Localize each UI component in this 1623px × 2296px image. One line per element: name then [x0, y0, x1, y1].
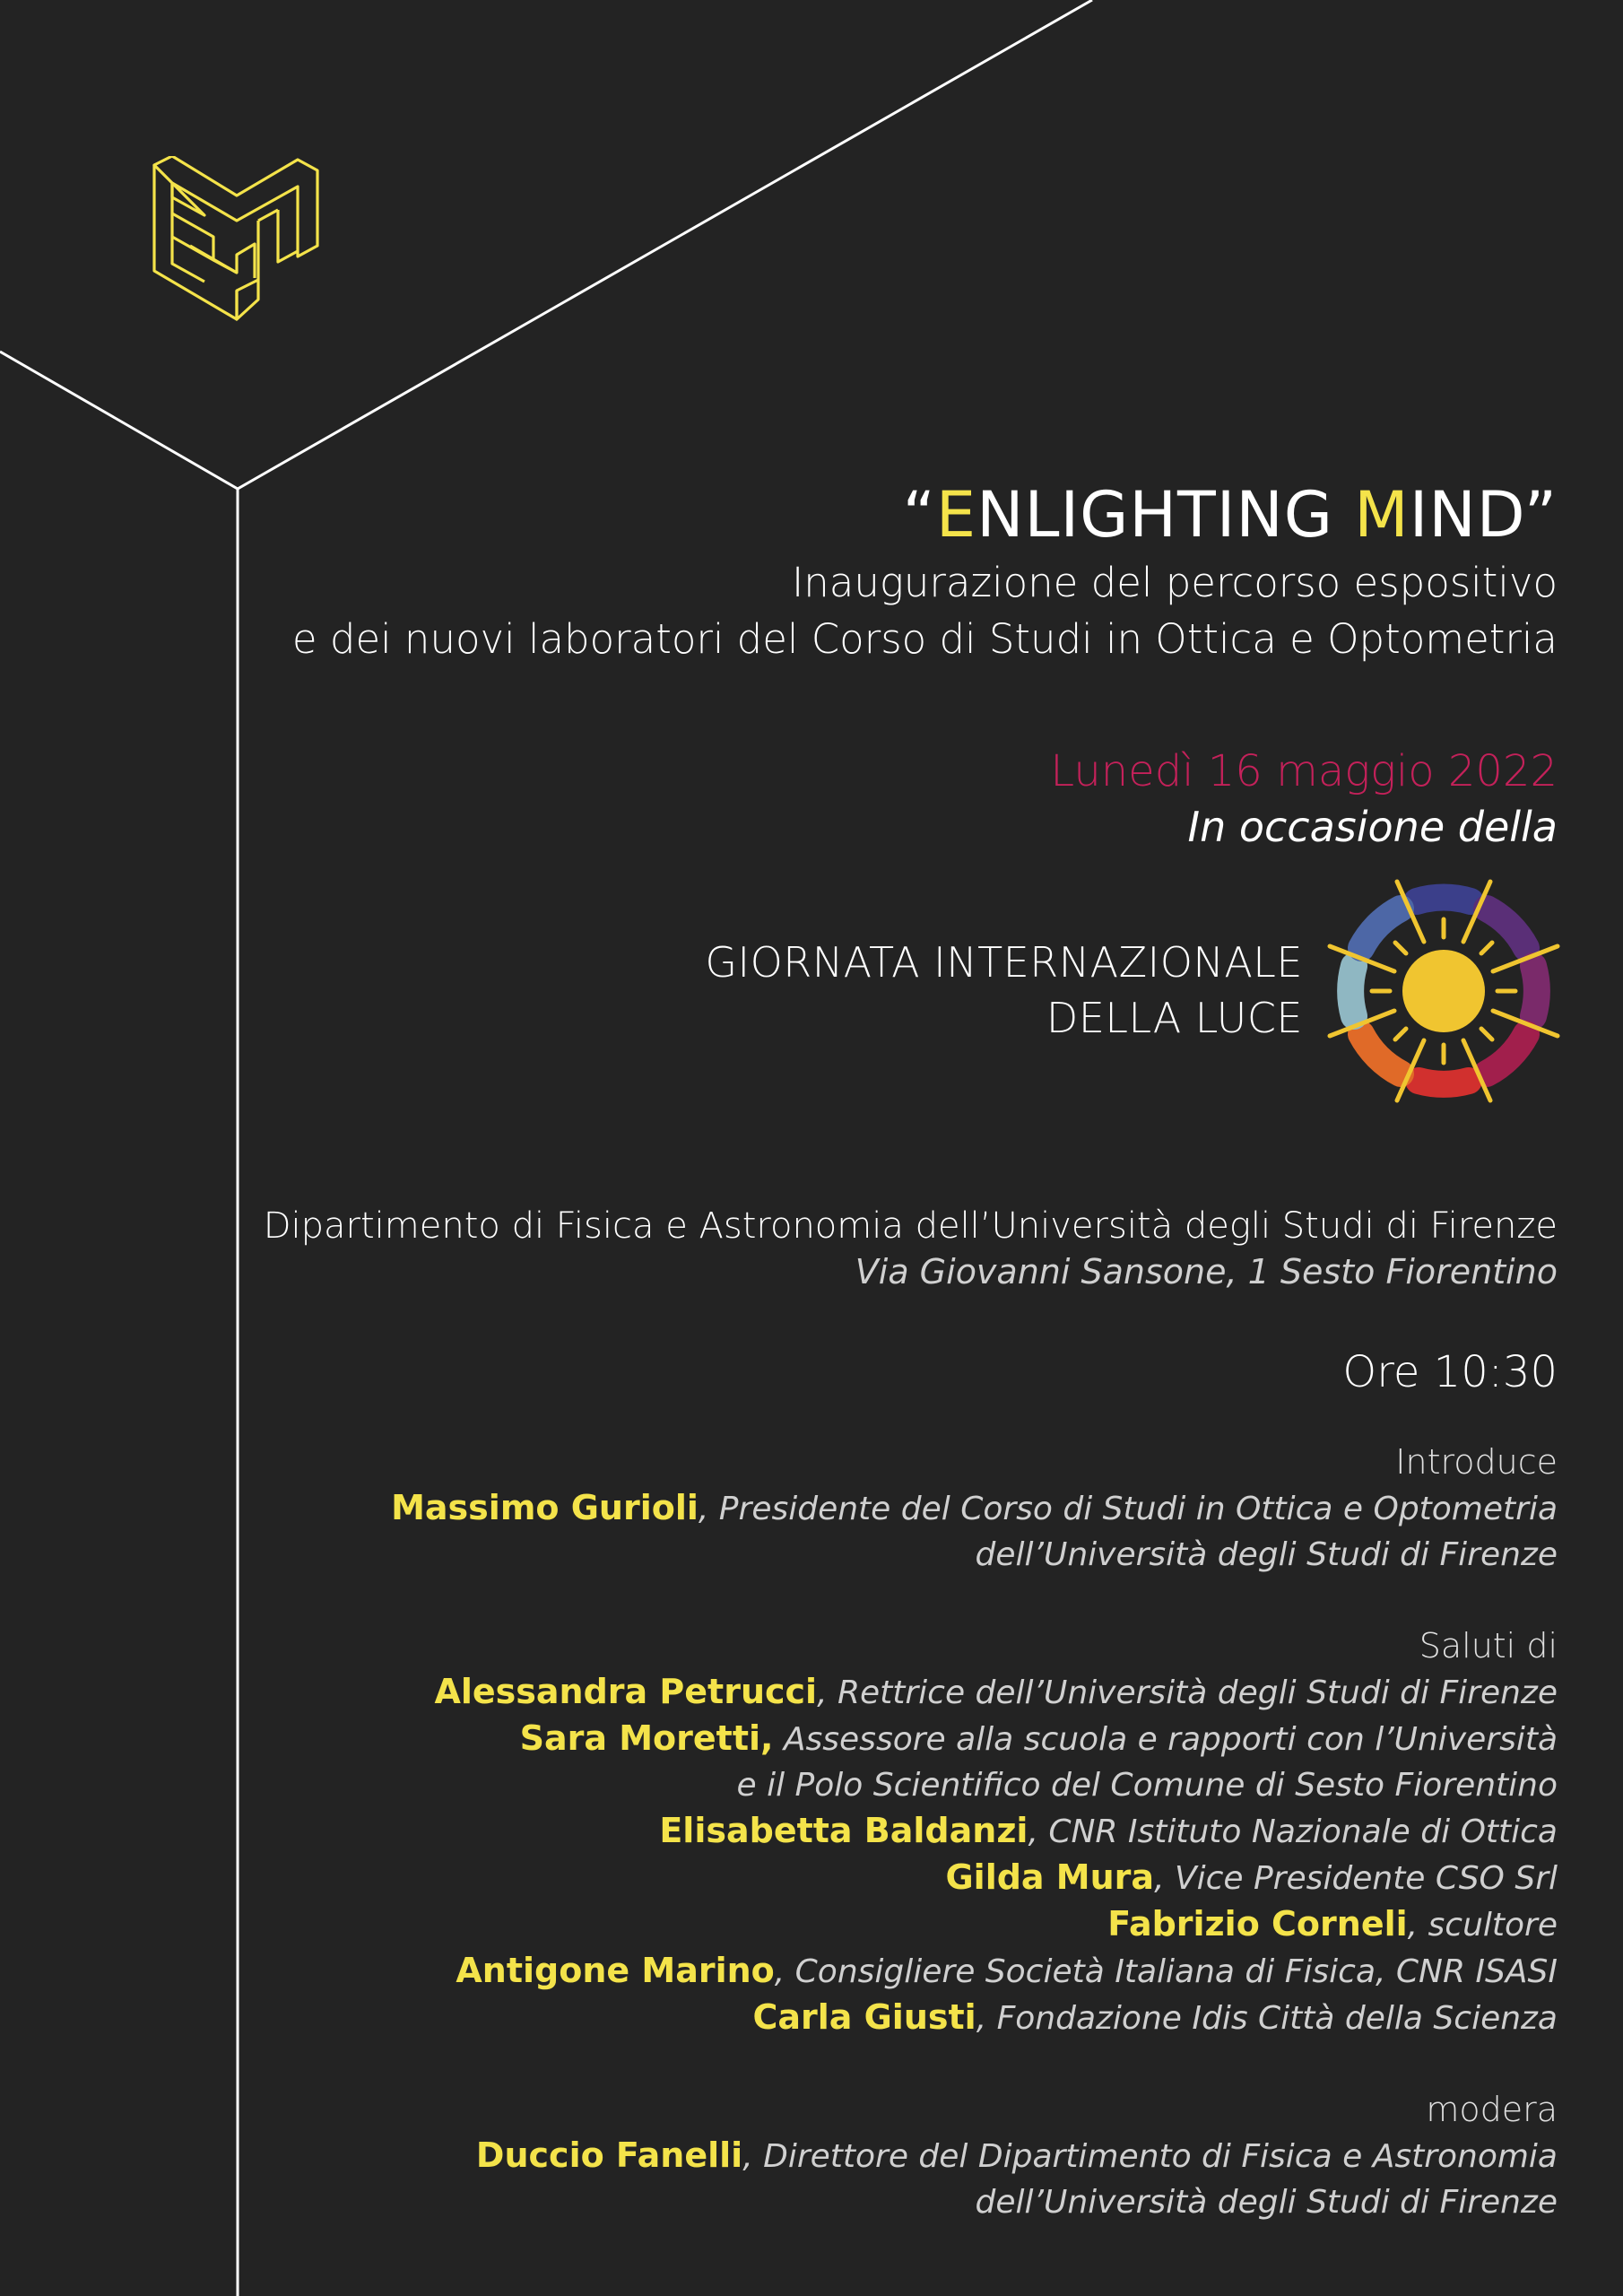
saluti-speaker — [391, 1948, 1558, 1995]
introduce-speaker — [391, 1485, 1558, 1532]
subtitle-line: e dei nuovi laboratori del Corso di Studi in Ottica e Optometria — [291, 615, 1558, 663]
speaker-name: Fabrizio Corneli — [1107, 1904, 1408, 1944]
sun-disc — [1402, 950, 1485, 1032]
speaker-role: , Direttore del Dipartimento di Fisica e Astronomia — [742, 2138, 1558, 2175]
saluti-speaker-continued — [391, 1762, 1558, 1808]
speaker-name: Carla Giusti — [752, 1997, 976, 2037]
speaker-role-continued: dell’Università degli Studi di Firenze — [975, 1536, 1558, 1573]
title-part-2: IND — [1409, 478, 1524, 552]
saluti-speaker — [391, 1808, 1558, 1855]
saluti-speaker — [391, 1855, 1558, 1901]
title-highlight-m: M — [1354, 478, 1410, 552]
saluti-speaker — [391, 1901, 1558, 1948]
enlighting-mind-logo — [151, 156, 321, 335]
introduce-label: Introduce — [1395, 1442, 1558, 1482]
giornata-line: GIORNATA INTERNAZIONALE — [705, 938, 1303, 987]
speaker-role: , CNR Istituto Nazionale di Ottica — [1028, 1813, 1558, 1850]
speaker-role-continued: dell’Università degli Studi di Firenze — [975, 2184, 1558, 2221]
speaker-role: , Presidente del Corso di Studi in Ottica e Optometria — [698, 1491, 1558, 1527]
speaker-name: Alessandra Petrucci — [434, 1672, 818, 1711]
speaker-name: Massimo Gurioli — [391, 1488, 699, 1527]
venue-address: Via Giovanni Sansone, 1 Sesto Fiorentino — [855, 1252, 1558, 1292]
speaker-name: Duccio Fanelli — [475, 2135, 743, 2175]
speaker-role: Assessore alla scuola e rapporti con l’Università — [773, 1721, 1558, 1758]
speaker-role: , Rettrice dell’Università degli Studi di Firenze — [817, 1674, 1558, 1711]
event-date: Lunedì 16 maggio 2022 — [1050, 746, 1558, 796]
event-title — [903, 477, 1558, 552]
giornata-title — [705, 935, 1303, 1046]
program — [391, 1439, 1558, 2225]
title-close-quote: ” — [1523, 478, 1558, 552]
international-day-of-light-logo — [1327, 879, 1560, 1103]
event-time: Ore 10:30 — [1342, 1347, 1558, 1397]
event-subtitle — [292, 554, 1558, 667]
speaker-role: , Fondazione Idis Città della Scienza — [976, 2000, 1558, 2037]
speaker-role: , scultore — [1407, 1907, 1558, 1944]
speaker-name: Gilda Mura — [945, 1857, 1155, 1897]
department-name: Dipartimento di Fisica e Astronomia dell’Università degli Studi di Firenze — [263, 1205, 1558, 1247]
modera-speaker — [391, 2133, 1558, 2179]
modera-label: modera — [1426, 2090, 1558, 2129]
giornata-line: DELLA LUCE — [1046, 994, 1303, 1042]
saluti-speaker — [391, 1995, 1558, 2041]
speaker-name: Antigone Marino — [456, 1951, 775, 1990]
subtitle-line: Inaugurazione del percorso espositivo — [791, 559, 1558, 606]
title-open-quote: “ — [902, 478, 936, 552]
title-highlight-e: E — [935, 478, 977, 552]
speaker-name: Sara Moretti, — [519, 1718, 774, 1758]
title-part-1: NLIGHTING — [976, 478, 1355, 552]
speaker-role: e il Polo Scientifico del Comune di Sesto Fiorentino — [736, 1767, 1558, 1804]
speaker-role: , Vice Presidente CSO Srl — [1154, 1860, 1558, 1897]
saluti-label: Saluti di — [1419, 1626, 1558, 1665]
speaker-name: Elisabetta Baldanzi — [659, 1811, 1028, 1850]
saluti-speaker — [391, 1716, 1558, 1762]
speaker-role: , Consigliere Società Italiana di Fisica, CNR ISASI — [774, 1953, 1558, 1990]
saluti-speaker — [391, 1669, 1558, 1716]
occasion-text: In occasione della — [1187, 803, 1558, 851]
